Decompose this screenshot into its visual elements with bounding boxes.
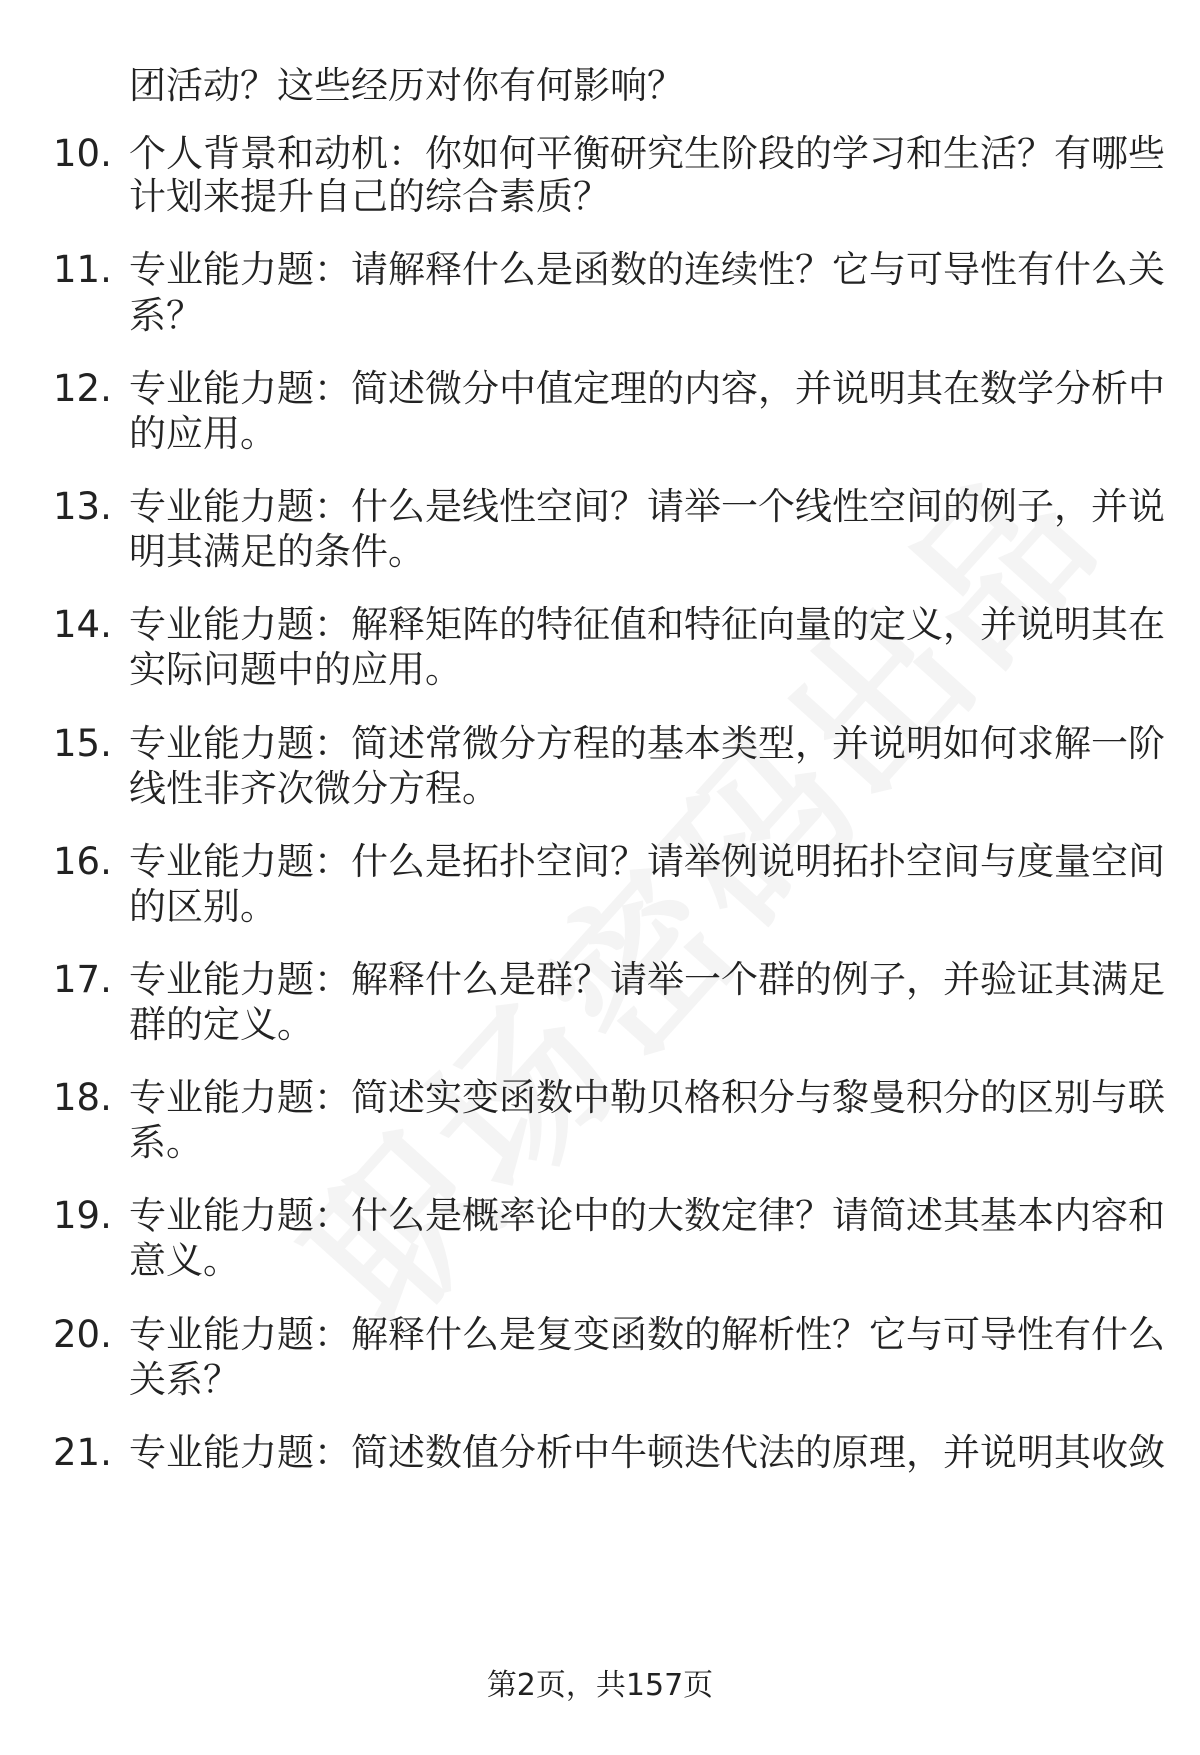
list-item-18-line-2 xyxy=(0,1115,1200,1171)
item-number: 10. xyxy=(53,132,112,175)
list-item-16-line-2 xyxy=(0,879,1200,935)
item-number: 15. xyxy=(53,722,112,765)
item-text-line: 专业能力题：简述数值分析中牛顿迭代法的原理，并说明其收敛 xyxy=(129,1431,1165,1474)
item-text-line: 专业能力题：简述微分中值定理的内容，并说明其在数学分析中 xyxy=(129,367,1165,410)
item-text-line: 线性非齐次微分方程。 xyxy=(129,767,499,810)
item-text-line: 明其满足的条件。 xyxy=(129,530,425,573)
item-text-line: 专业能力题：什么是拓扑空间？请举例说明拓扑空间与度量空间 xyxy=(129,840,1165,883)
list-item-continuation xyxy=(0,58,1200,114)
item-text-line: 个人背景和动机：你如何平衡研究生阶段的学习和生活？有哪些 xyxy=(129,132,1165,175)
list-item-14-line-2 xyxy=(0,642,1200,698)
item-text-line: 意义。 xyxy=(129,1239,240,1282)
item-text-line: 专业能力题：什么是线性空间？请举一个线性空间的例子，并说 xyxy=(129,485,1165,528)
list-item-12-line-2 xyxy=(0,406,1200,462)
list-item-10-line-2 xyxy=(0,169,1200,225)
list-item-11-line-2 xyxy=(0,288,1200,344)
list-item-21 xyxy=(0,1425,1200,1481)
item-text-line: 的应用。 xyxy=(129,412,277,455)
item-text-line: 的区别。 xyxy=(129,885,277,928)
item-text-line: 专业能力题：解释什么是群？请举一个群的例子，并验证其满足 xyxy=(129,958,1165,1001)
item-text-line: 专业能力题：解释矩阵的特征值和特征向量的定义，并说明其在 xyxy=(129,603,1165,646)
item-text-line: 专业能力题：请解释什么是函数的连续性？它与可导性有什么关 xyxy=(129,248,1165,291)
item-text-line: 团活动？这些经历对你有何影响？ xyxy=(129,64,684,107)
item-number: 18. xyxy=(53,1076,112,1119)
item-text-line: 系？ xyxy=(129,294,203,337)
item-text-line: 专业能力题：简述常微分方程的基本类型，并说明如何求解一阶 xyxy=(129,722,1165,765)
item-number: 13. xyxy=(53,485,112,528)
list-item-20-line-2 xyxy=(0,1352,1200,1408)
item-text-line: 实际问题中的应用。 xyxy=(129,648,462,691)
item-number: 19. xyxy=(53,1194,112,1237)
list-item-17-line-2 xyxy=(0,997,1200,1053)
item-number: 20. xyxy=(53,1313,112,1356)
list-item-15-line-2 xyxy=(0,761,1200,817)
item-text-line: 专业能力题：简述实变函数中勒贝格积分与黎曼积分的区别与联 xyxy=(129,1076,1165,1119)
list-item-19-line-2 xyxy=(0,1233,1200,1289)
item-text-line: 群的定义。 xyxy=(129,1003,314,1046)
item-number: 14. xyxy=(53,603,112,646)
item-number: 12. xyxy=(53,367,112,410)
item-number: 21. xyxy=(53,1431,112,1474)
item-text-line: 关系？ xyxy=(129,1358,240,1401)
item-number: 16. xyxy=(53,840,112,883)
item-text-line: 专业能力题：解释什么是复变函数的解析性？它与可导性有什么 xyxy=(129,1313,1165,1356)
item-number: 11. xyxy=(53,248,112,291)
page-number-footer: 第2页，共157页 xyxy=(486,1668,714,1703)
item-text-line: 专业能力题：什么是概率论中的大数定律？请简述其基本内容和 xyxy=(129,1194,1165,1237)
item-number: 17. xyxy=(53,958,112,1001)
item-text-line: 计划来提升自己的综合素质？ xyxy=(129,175,610,218)
item-text-line: 系。 xyxy=(129,1121,203,1164)
list-item-13-line-2 xyxy=(0,524,1200,580)
